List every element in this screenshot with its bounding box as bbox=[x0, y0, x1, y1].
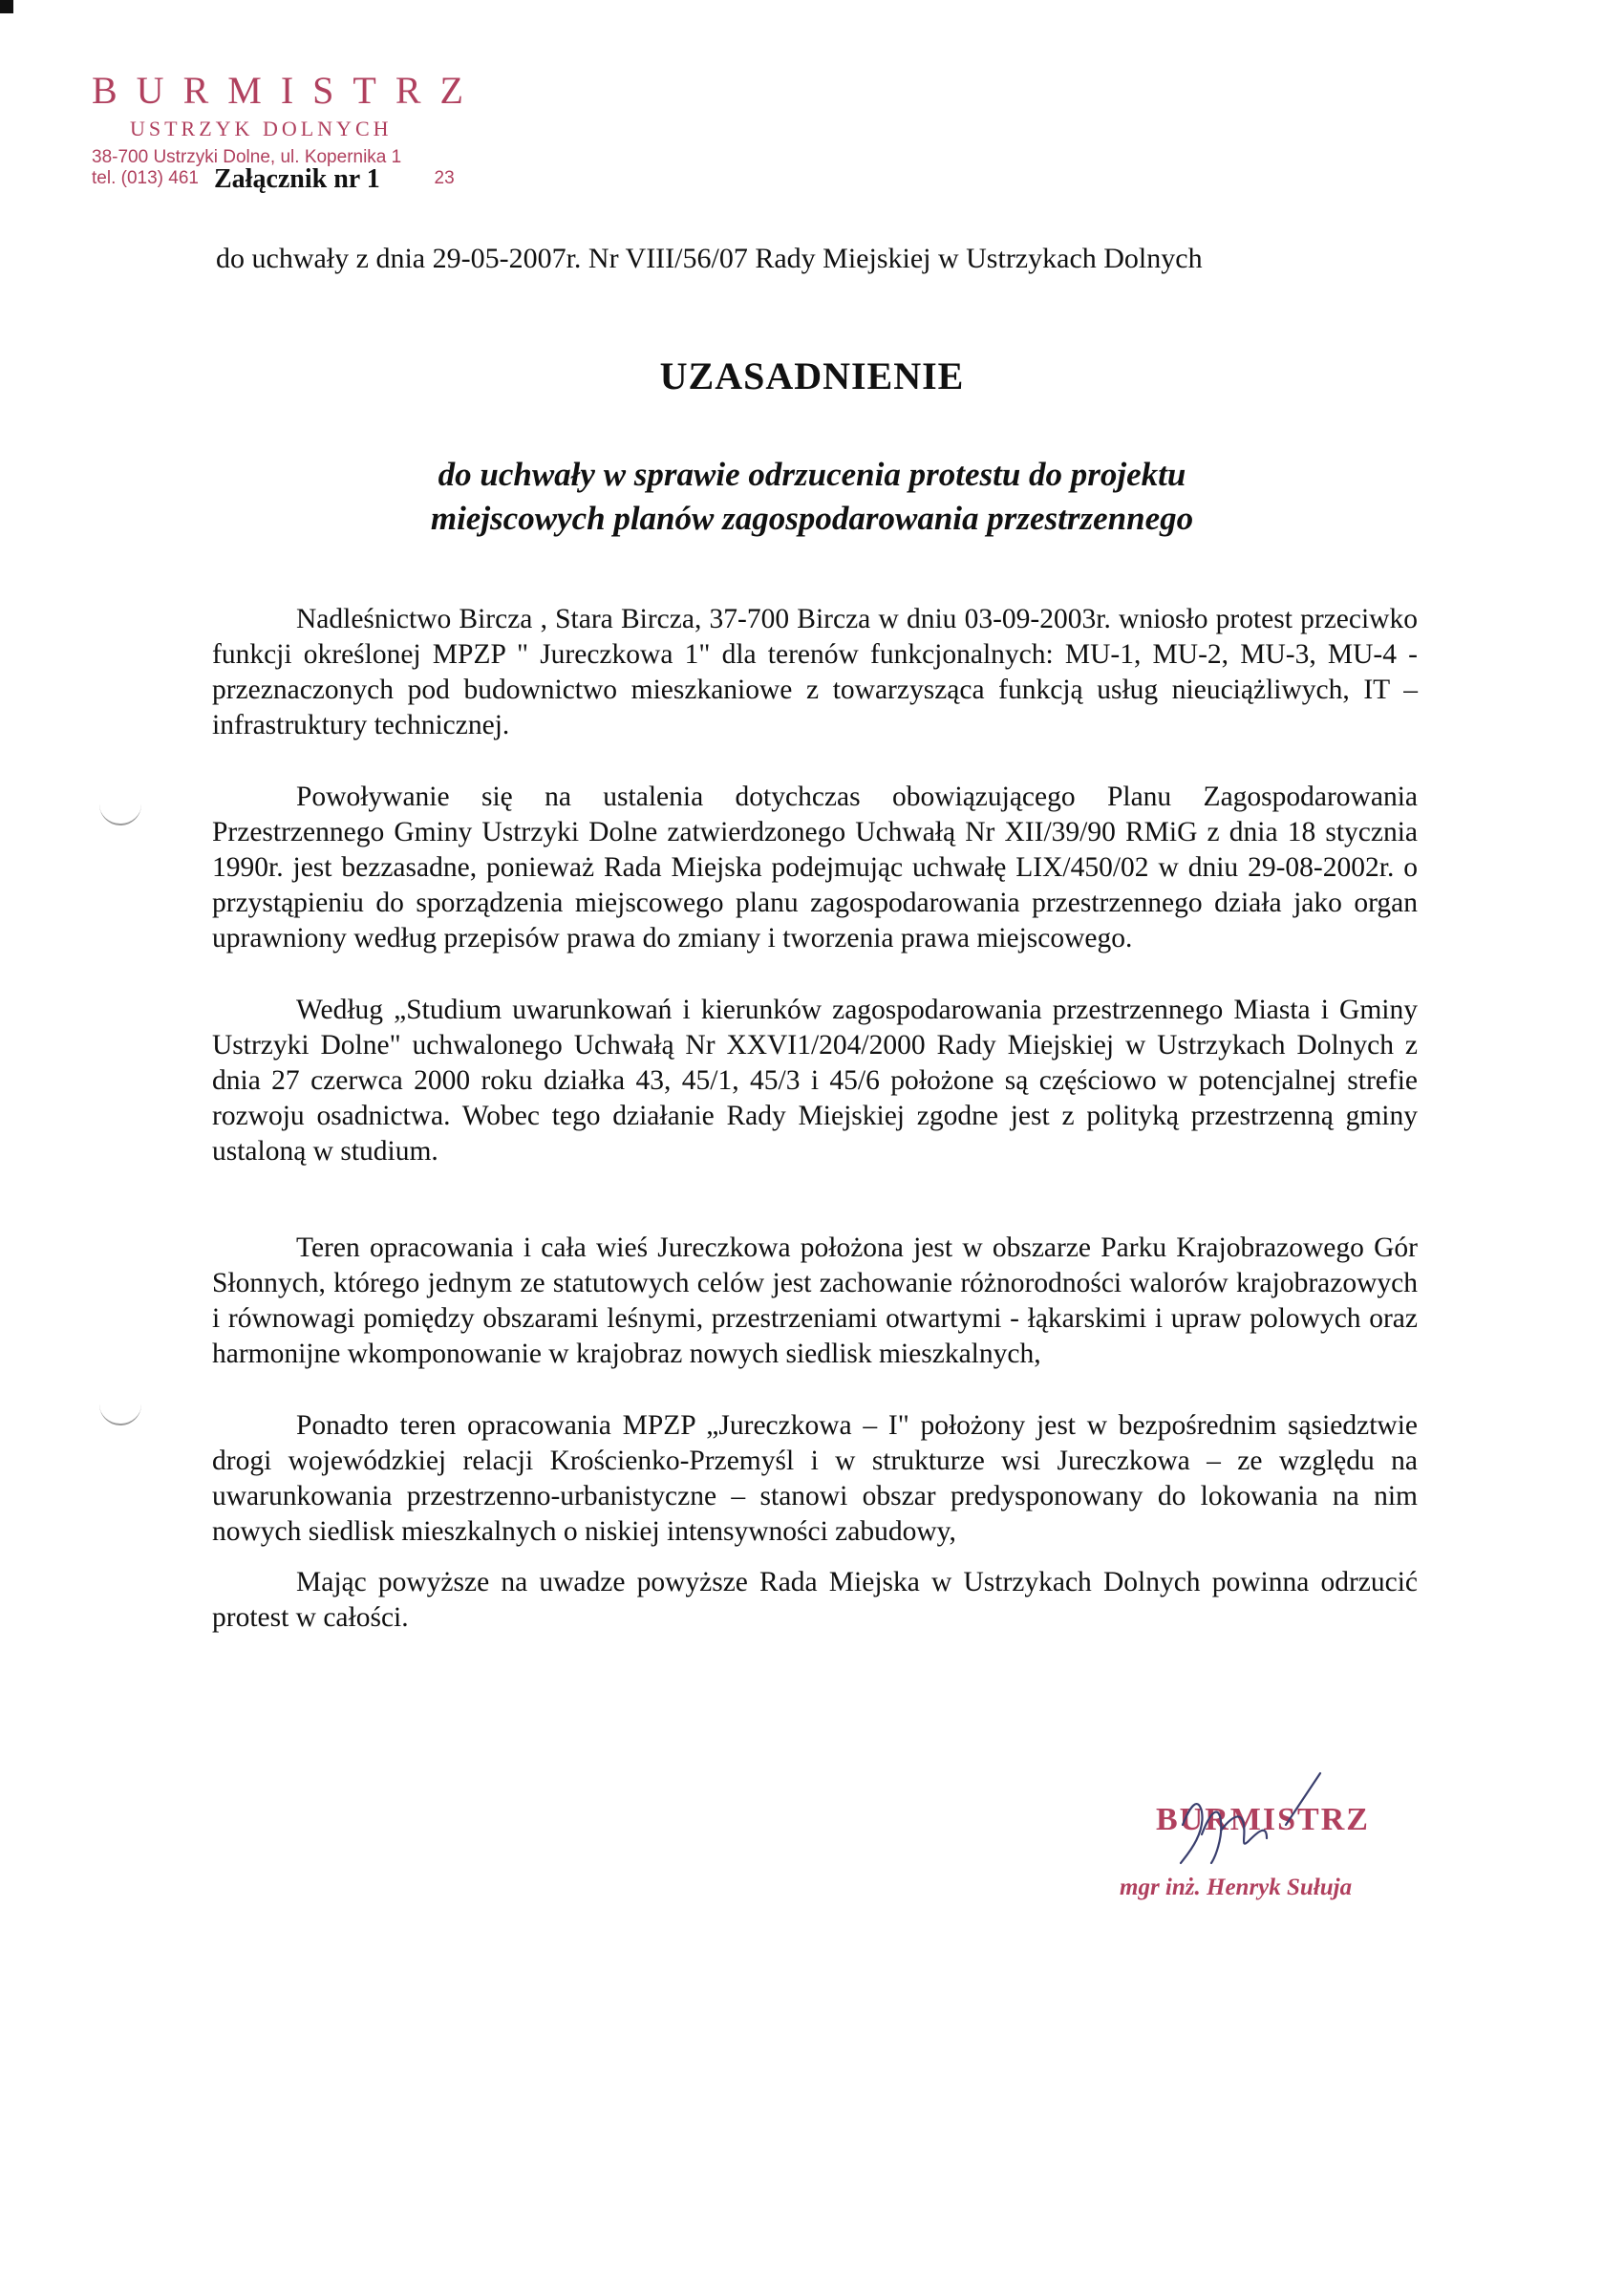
punch-hole-mark bbox=[99, 803, 141, 825]
scan-corner-mark bbox=[0, 0, 13, 13]
subject-line-2: miejscowych planów zagospodarowania przestrzennego bbox=[430, 500, 1194, 537]
paragraph-6: Mając powyższe na uwadze powyższe Rada Miejska w Ustrzykach Dolnych powinna odrzucić protest w całości. bbox=[212, 1567, 1418, 1633]
paragraph-5: Ponadto teren opracowania MPZP „Jureczkowa – I" położony jest w bezpośrednim sąsiedztwie drogi wojewódzkiej relacji Krościenko-Przemyśl i w strukturze wsi Jureczkowa – ze względu na uwarunkowania przestrzenno-urbanistyczne – stanowi obszar predysponowany do lokowania na nim nowych siedlisk mieszkalnych o niskiej intensywności zabudowy, bbox=[212, 1410, 1418, 1547]
signature-block bbox=[1099, 1768, 1442, 1901]
paragraph-2: Powoływanie się na ustalenia dotychczas obowiązującego Planu Zagospodarowania Przestrzennego Gminy Ustrzyki Dolne zatwierdzonego Uchwałą Nr XII/39/90 RMiG z dnia 18 stycznia 1990r. jest bezzasadne, ponieważ Rada Miejska podejmując uchwałę LIX/450/02 w dniu 29-08-2002r. o przystąpieniu do sporządzenia miejscowego planu zagospodarowania przestrzennego działa jako organ uprawniony według przepisów prawa do zmiany i tworzenia prawa miejscowego. bbox=[212, 782, 1418, 954]
document-subject bbox=[0, 453, 1624, 541]
document-body bbox=[212, 602, 1418, 1672]
stamp-address: 38-700 Ustrzyki Dolne, ul. Kopernika 1 bbox=[92, 147, 402, 167]
document-title: UZASADNIENIE bbox=[659, 354, 965, 397]
punch-hole-mark bbox=[99, 1403, 141, 1425]
stamp-city: USTRZYK DOLNYCH bbox=[130, 117, 393, 140]
subject-line-1: do uchwały w sprawie odrzucenia protestu do projektu bbox=[438, 456, 1186, 493]
stamp-tel-prefix: tel. (013) 461 bbox=[92, 168, 199, 188]
paragraph-1: Nadleśnictwo Bircza , Stara Bircza, 37-700 Bircza w dniu 03-09-2003r. wniosło protest przeciwko funkcji określonej MPZP " Jureczkowa 1" dla terenów funkcjonalnych: MU-1, MU-2, MU-3, MU-4 - przeznaczonych pod budownictwo mieszkaniowe z towarzysząca funkcją usług nieuciążliwych, IT – infrastruktury technicznej. bbox=[212, 604, 1418, 740]
paragraph-3: Według „Studium uwarunkowań i kierunków zagospodarowania przestrzennego Miasta i Gminy Ustrzyki Dolne" uchwalonego Uchwałą Nr XXVI1/204/2000 Rady Miejskiej w Ustrzykach Dolnych z dnia 27 czerwca 2000 roku działka 43, 45/1, 45/3 i 45/6 położone są częściowo w potencjalnej strefie rozwoju osadnictwa. Wobec tego działanie Rady Miejskiej zgodne jest z polityką przestrzenną gminy ustaloną w studium. bbox=[212, 995, 1418, 1167]
resolution-reference: do uchwały z dnia 29-05-2007r. Nr VIII/56/07 Rady Miejskiej w Ustrzykach Dolnych bbox=[216, 243, 1203, 274]
annex-label: Załącznik nr 1 bbox=[214, 164, 380, 194]
stamp-title: BURMISTRZ bbox=[92, 69, 482, 112]
paragraph-4: Teren opracowania i cała wieś Jureczkowa położona jest w obszarze Parku Krajobrazowego Gór Słonnych, którego jednym ze statutowych celów jest zachowanie różnorodności walorów krajobrazowych i równowagi pomiędzy obszarami leśnymi, przestrzeniami otwartymi - łąkarskimi i upraw polowych oraz harmonijne wkomponowanie w krajobraz nowych siedlisk mieszkalnych, bbox=[212, 1232, 1418, 1369]
stamp-tel-suffix: 23 bbox=[434, 168, 455, 188]
signatory-name: mgr inż. Henryk Sułuja bbox=[1120, 1875, 1353, 1900]
signature-stamp: BURMISTRZ bbox=[1156, 1802, 1370, 1837]
